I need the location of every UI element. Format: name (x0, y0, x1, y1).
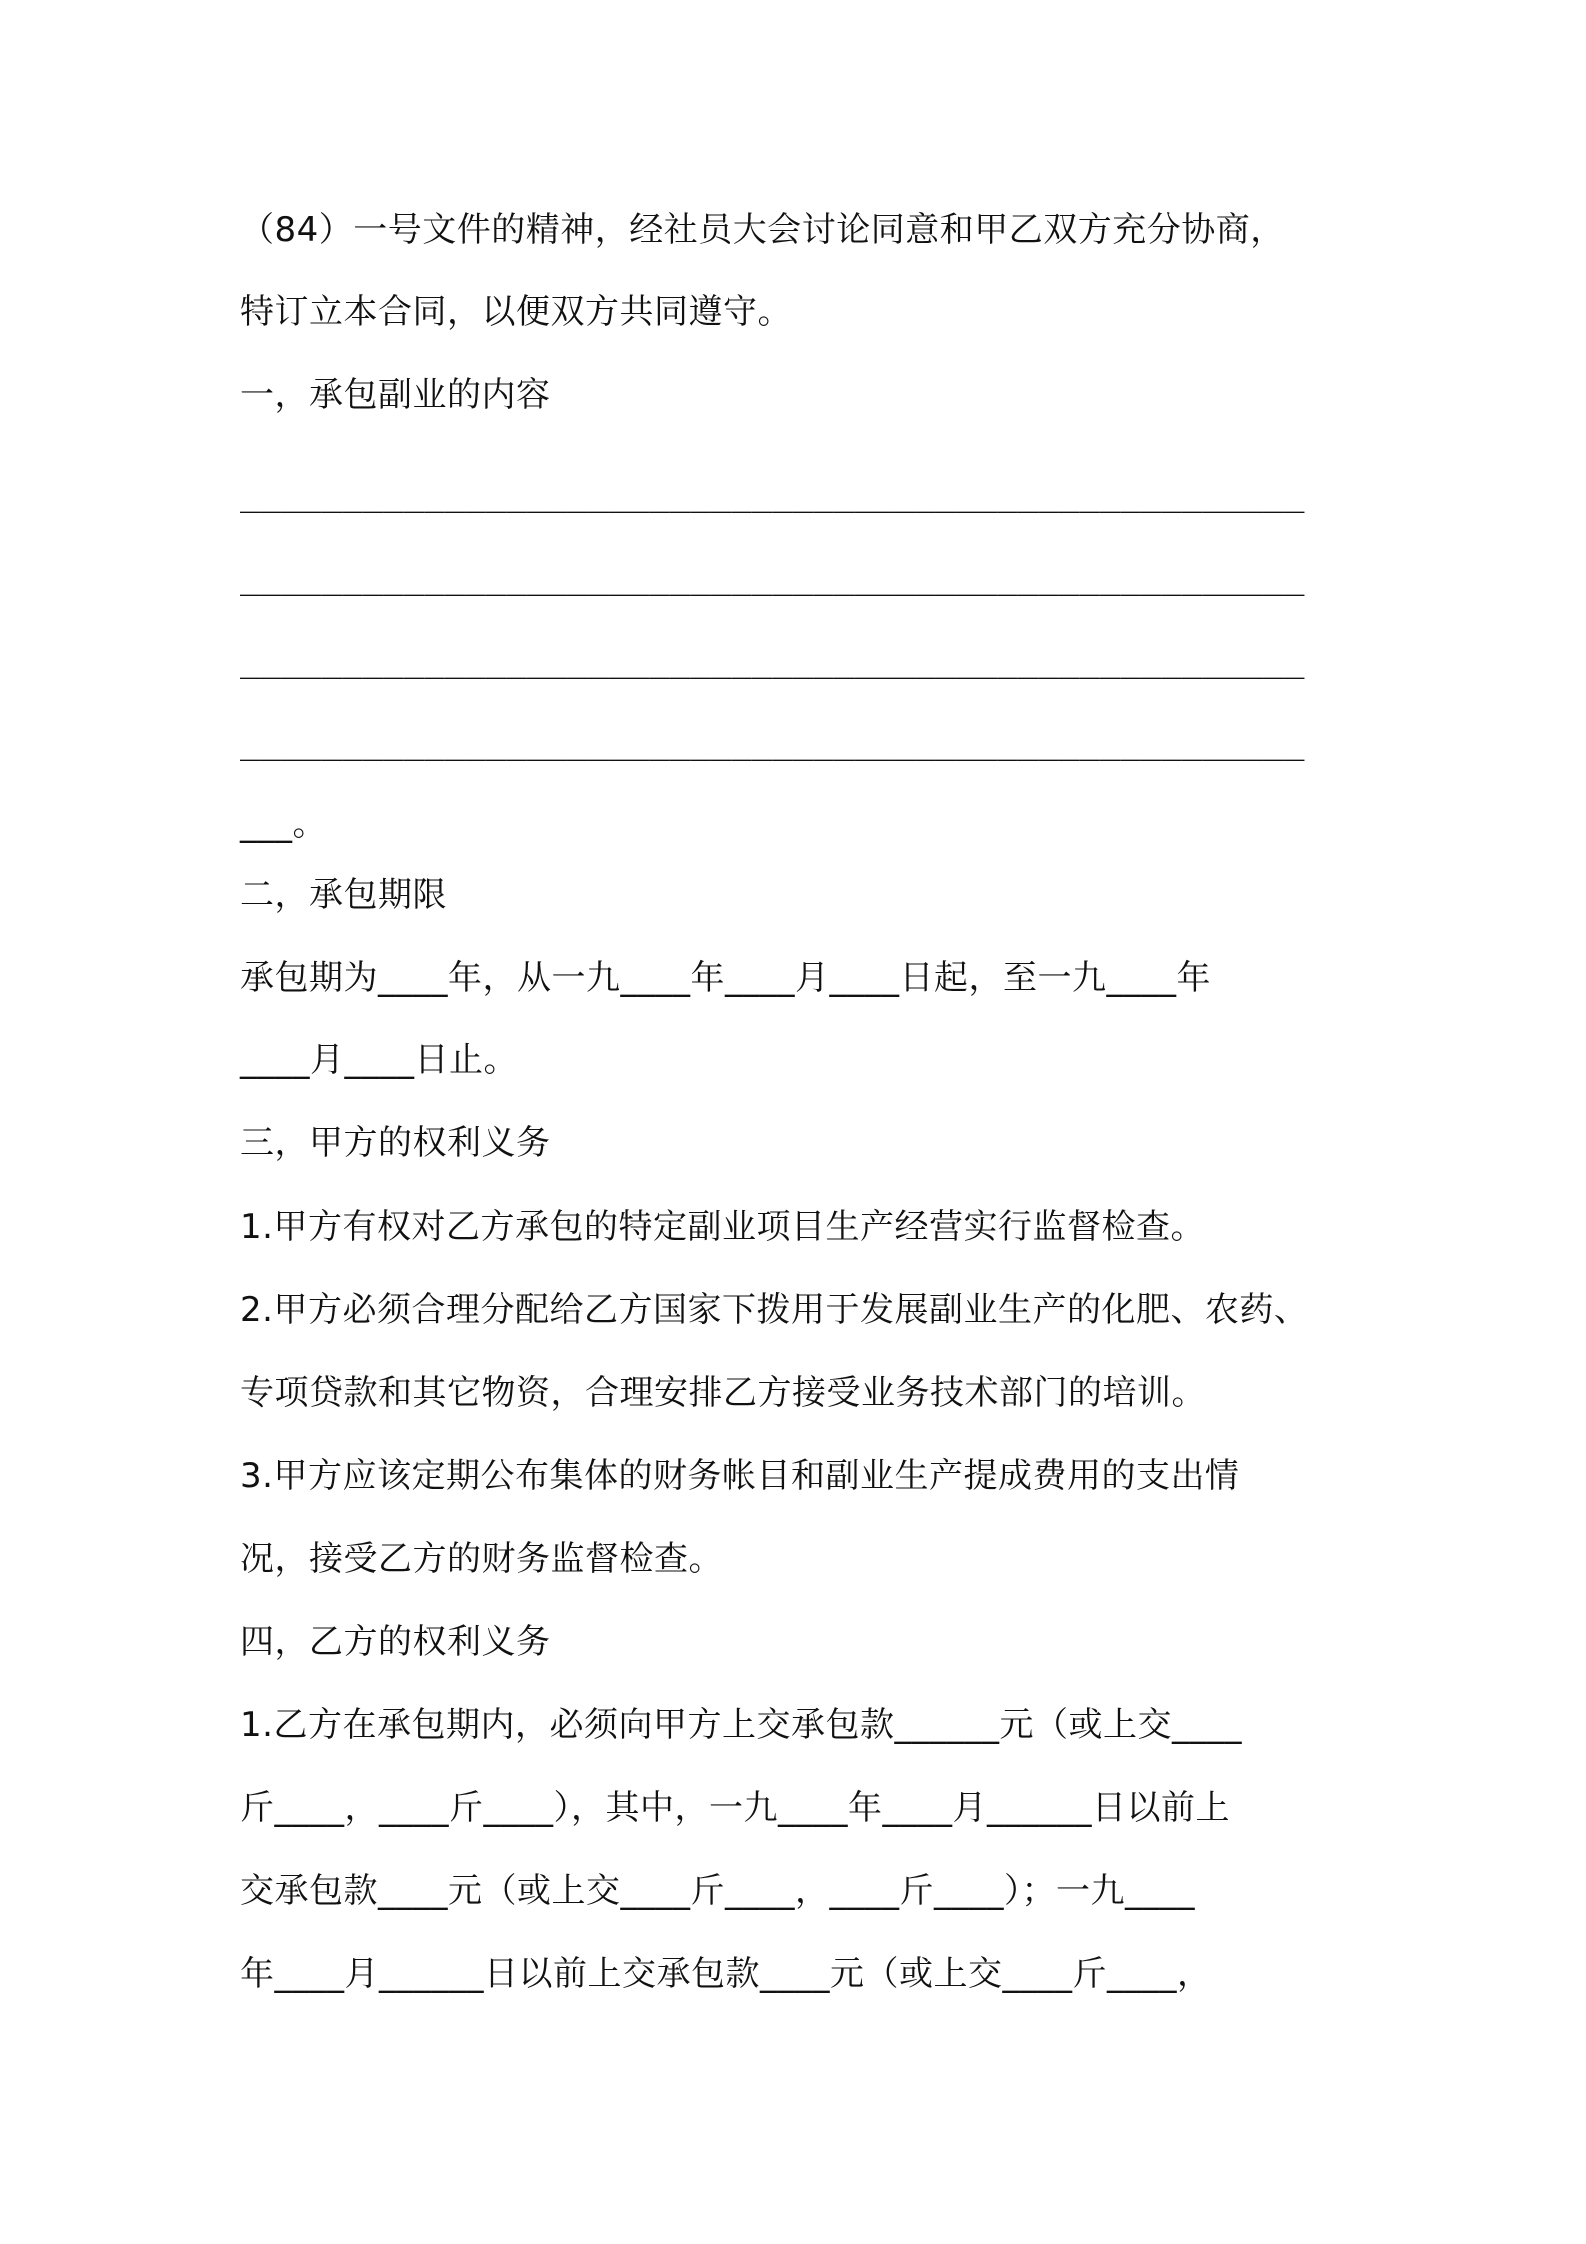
paragraph-line: 1.甲方有权对乙方承包的特定副业项目生产经营实行监督检查。 (240, 1207, 1205, 1247)
paragraph-line: 2.甲方必须合理分配给乙方国家下拨用于发展副业生产的化肥、农药、 (240, 1290, 1309, 1330)
paragraph-line: 承包期为____年，从一九____年____月____日起，至一九____年 (240, 958, 1211, 998)
paragraph-line: 3.甲方应该定期公布集体的财务帐目和副业生产提成费用的支出情 (240, 1456, 1240, 1496)
blank-fill-line: ____________________________________________________ (240, 474, 1305, 514)
blank-fill-line: ___。 (240, 804, 327, 844)
paragraph-line: 专项贷款和其它物资，合理安排乙方接受业务技术部门的培训。 (240, 1373, 1206, 1413)
blank-fill-line: ____________________________________________________ (240, 722, 1305, 762)
paragraph-line: 特订立本合同，以便双方共同遵守。 (240, 292, 792, 332)
paragraph-line: 交承包款____元（或上交____斤____，____斤____）；一九____ (240, 1871, 1195, 1911)
paragraph-line: 况，接受乙方的财务监督检查。 (240, 1539, 723, 1579)
paragraph-line: 斤____，____斤____），其中，一九____年____月______日以前上 (240, 1788, 1230, 1828)
paragraph-line: （84）一号文件的精神，经社员大会讨论同意和甲乙双方充分协商， (240, 210, 1285, 250)
paragraph-line: 1.乙方在承包期内，必须向甲方上交承包款______元（或上交____ (240, 1705, 1242, 1745)
section-heading: 二，承包期限 (240, 875, 447, 915)
blank-fill-line: ____________________________________________________ (240, 557, 1305, 597)
paragraph-line: ____月____日止。 (240, 1040, 518, 1080)
section-heading: 一，承包副业的内容 (240, 375, 551, 415)
section-heading: 三，甲方的权利义务 (240, 1123, 551, 1163)
blank-fill-line: ____________________________________________________ (240, 640, 1305, 680)
paragraph-line: 年____月______日以前上交承包款____元（或上交____斤____， (240, 1954, 1212, 1994)
section-heading: 四，乙方的权利义务 (240, 1622, 551, 1662)
